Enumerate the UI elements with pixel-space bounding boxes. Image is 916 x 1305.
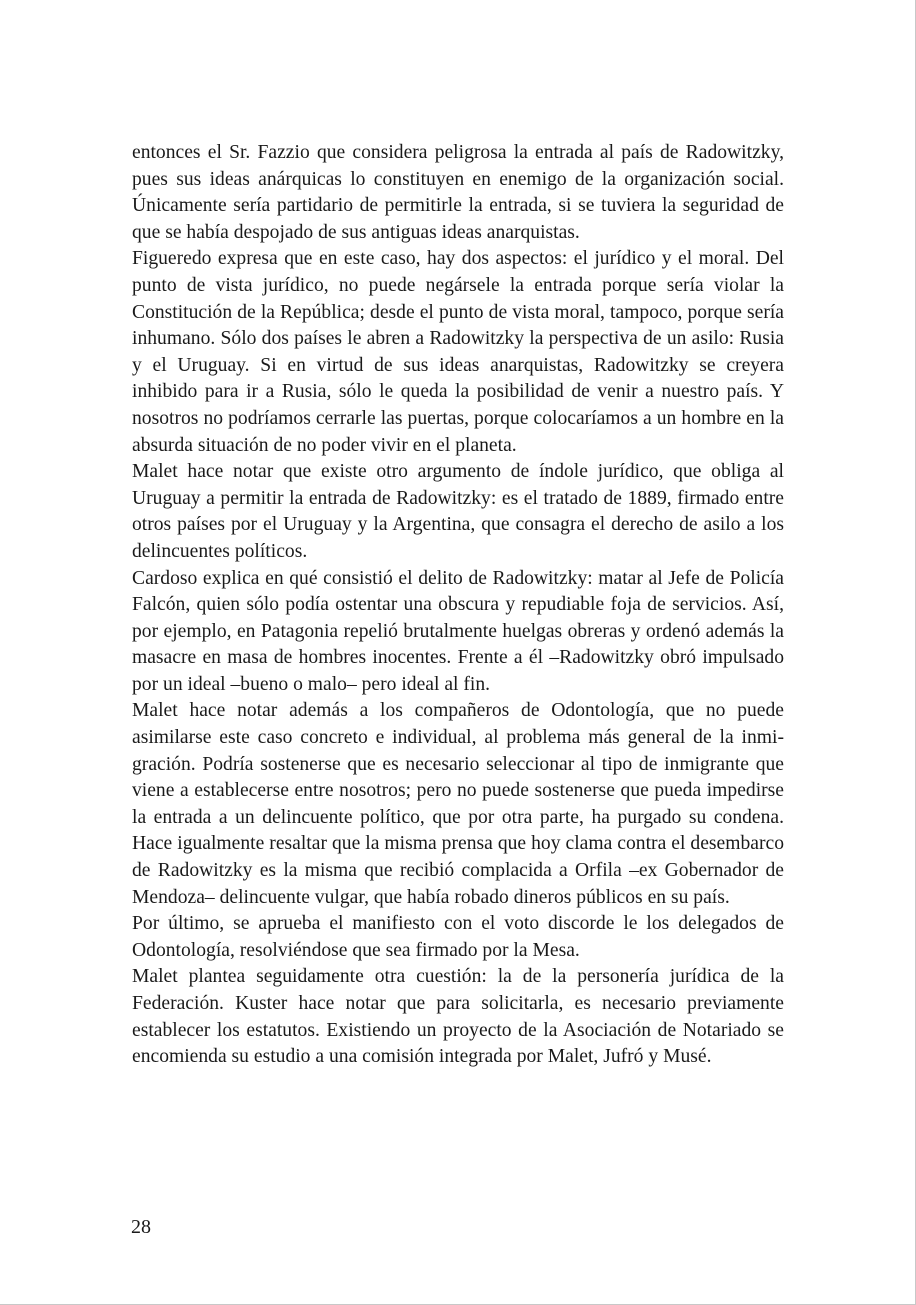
page-number: 28 [131,1216,151,1238]
paragraph: Por último, se aprueba el manifiesto con el voto discorde le los delegados de Odontología, resolviéndose que sea firmado por la Mesa. [132,913,784,961]
paragraph: Malet plantea seguidamente otra cuestión: la de la personería jurídica de la Federación. Kuster hace notar que para solicitarla, es necesario previamente establecer los estatutos. Existiendo un proyecto de la Asociación de Notariado se encomienda su estudio a una comisión integrada por Malet, Jufró y Musé. [132,966,784,1068]
paragraph: Malet hace notar además a los compañeros de Odontología, que no puede asimilarse este caso concreto e individual, al problema más general de la inmigración. Podría sostenerse que es necesario seleccionar al tipo de inmigrante que viene a establecerse entre nosotros; pero no puede sostenerse que pueda impedirse la entrada a un delincuente político, que por otra parte, ha purgado su condena. Hace igualmente resaltar que la misma prensa que hoy clama contra el desembarco de Radowitzky es la misma que recibió complacida a Orfila –ex Gobernador de Mendoza– delincuente vulgar, que había robado dineros públicos en su país. [132,700,784,908]
paragraph: entonces el Sr. Fazzio que considera peligrosa la entrada al país de Radowitzky, pues sus ideas anárquicas lo constituyen en enemigo de la organización social. Únicamente sería partidario de permitirle la entrada, si se tuviera la seguridad de que se había despojado de sus antiguas ideas anarquistas. [132,142,784,243]
paragraph: Figueredo expresa que en este caso, hay dos aspectos: el jurídico y el moral. Del punto de vista jurídico, no puede negársele la entrada porque sería violar la Constitución de la República; desde el punto de vista moral, tampoco, porque sería inhumano. Sólo dos países le abren a Radowitzky la perspectiva de un asilo: Rusia y el Uruguay. Si en virtud de sus ideas anarquistas, Radowitzky se creyera inhibido para ir a Rusia, sólo le queda la posibilidad de venir a nuestro país. Y nosotros no podríamos cerrarle las puertas, porque colocaríamos a un hombre en la absurda situación de no poder vivir en el planeta. [132,248,784,456]
paragraph: Cardoso explica en qué consistió el delito de Radowitzky: matar al Jefe de Policía Falcón, quien sólo podía ostentar una obscura y repudiable foja de servicios. Así, por ejemplo, en Patagonia repelió brutalmente huelgas obreras y ordenó además la masacre en masa de hombres inocentes. Frente a él –Radowitzky obró impulsado por un ideal –bueno o malo– pero ideal al fin. [132,567,784,695]
paragraph: Malet hace notar que existe otro argumento de índole jurídico, que obliga al Uruguay a permitir la entrada de Radowitzky: es el tratado de 1889, firmado entre otros países por el Uruguay y la Argentina, que consagra el derecho de asilo a los delincuentes políticos. [132,461,784,562]
body-text [132,140,784,1071]
